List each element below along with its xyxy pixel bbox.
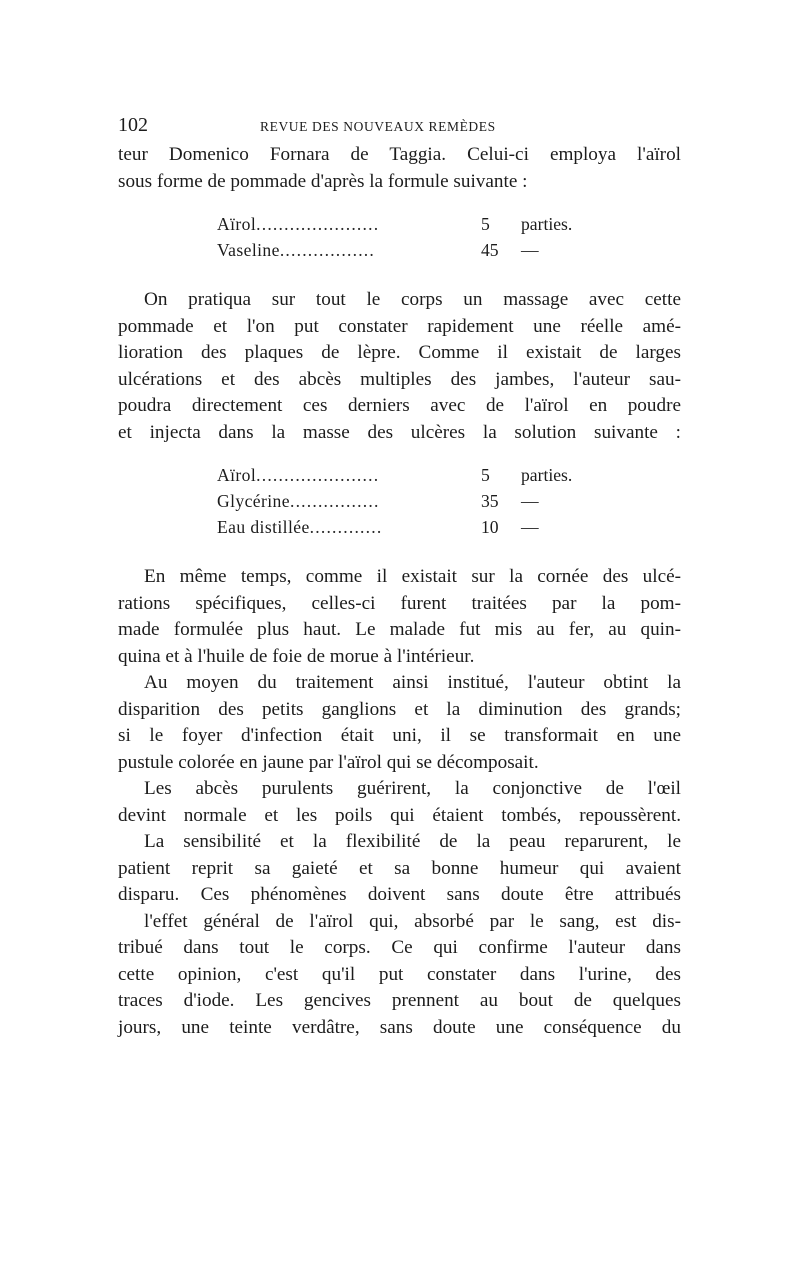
leader-dots: ...................... xyxy=(256,214,380,234)
text-line: devint normale et les poils qui étaient tombés, repoussèrent. xyxy=(118,804,681,826)
running-head xyxy=(118,110,681,142)
text-line: l'effet général de l'aïrol qui, absorbé par le sang, est dis- xyxy=(144,910,681,932)
text-line: sous forme de pommade d'après la formule suivante : xyxy=(118,170,528,192)
formula-row xyxy=(217,211,681,237)
ointment-formula xyxy=(217,211,681,263)
ingredient-quantity: 45 xyxy=(481,240,499,260)
text-line: ulcérations et des abcès multiples des jambes, l'auteur sau- xyxy=(118,368,681,390)
text-line: si le foyer d'infection était uni, il se transformait en une xyxy=(118,725,681,746)
text-line: rations spécifiques, celles-ci furent traitées par la pom- xyxy=(118,592,681,614)
ingredient-name: Aïrol xyxy=(217,214,257,234)
ingredient-unit: — xyxy=(521,240,539,260)
leader-dots: ................ xyxy=(289,491,380,511)
formula-row xyxy=(217,462,681,488)
leader-dots: ...................... xyxy=(256,465,380,485)
ingredient-unit: parties. xyxy=(521,465,573,485)
text-line: lioration des plaques de lèpre. Comme il existait de larges xyxy=(118,342,681,363)
ingredient-unit: parties. xyxy=(521,214,573,234)
text-line: tribué dans tout le corps. Ce qui confirme l'auteur dans xyxy=(118,937,681,958)
formula-row xyxy=(217,488,681,514)
text-line: pommade et l'on put constater rapidement une réelle amé- xyxy=(118,315,681,337)
text-line: cette opinion, c'est qu'il put constater dans l'urine, des xyxy=(118,963,681,985)
treatment-result-paragraph xyxy=(118,670,681,776)
ingredient-unit: — xyxy=(521,517,539,537)
text-line: patient reprit sa gaieté et sa bonne humeur qui avaient xyxy=(118,857,681,879)
page-number: 102 xyxy=(118,114,148,136)
formula-row xyxy=(217,237,681,263)
intro-paragraph xyxy=(118,142,681,195)
document-page xyxy=(118,110,681,1041)
solution-formula xyxy=(217,462,681,540)
text-line: La sensibilité et la flexibilité de la peau reparurent, le xyxy=(144,831,681,852)
text-line: disparition des petits ganglions et la diminution des grands; xyxy=(118,698,681,720)
text-line: poudra directement ces derniers avec de l'aïrol en poudre xyxy=(118,395,681,416)
ingredient-name: Aïrol xyxy=(217,465,257,485)
text-line: teur Domenico Fornara de Taggia. Celui-ci employa l'aïrol xyxy=(118,144,681,165)
ingredient-unit: — xyxy=(521,491,539,511)
text-line: En même temps, comme il existait sur la cornée des ulcé- xyxy=(144,566,681,587)
text-line: made formulée plus haut. Le malade fut mis au fer, au quin- xyxy=(118,619,681,640)
ingredient-quantity: 5 xyxy=(481,465,490,485)
text-line: disparu. Ces phénomènes doivent sans doute être attribués xyxy=(118,884,681,905)
massage-paragraph xyxy=(118,287,681,446)
text-line: Au moyen du traitement ainsi institué, l'auteur obtint la xyxy=(144,672,681,693)
leader-dots: ................. xyxy=(279,240,375,260)
running-title: REVUE DES NOUVEAUX REMÈDES xyxy=(260,119,496,134)
leader-dots: ............. xyxy=(309,517,383,537)
ingredient-quantity: 10 xyxy=(481,517,499,537)
ingredient-name: Glycérine xyxy=(217,491,290,511)
text-line: jours, une teinte verdâtre, sans doute une conséquence du xyxy=(118,1016,681,1038)
text-line: quina et à l'huile de foie de morue à l'intérieur. xyxy=(118,645,475,667)
text-line: pustule colorée en jaune par l'aïrol qui se décomposait. xyxy=(118,751,539,773)
text-line: et injecta dans la masse des ulcères la solution suivante : xyxy=(118,421,681,443)
ingredient-quantity: 5 xyxy=(481,214,490,234)
text-line: traces d'iode. Les gencives prennent au bout de quelques xyxy=(118,990,681,1011)
ingredient-name: Eau distillée xyxy=(217,517,310,537)
text-line: On pratiqua sur tout le corps un massage avec cette xyxy=(144,289,681,310)
ingredient-name: Vaseline xyxy=(217,240,280,260)
sensibility-paragraph xyxy=(118,829,681,1041)
formula-row xyxy=(217,514,681,540)
text-line: Les abcès purulents guérirent, la conjonctive de l'œil xyxy=(144,778,681,799)
ingredient-quantity: 35 xyxy=(481,491,499,511)
cornea-paragraph xyxy=(118,564,681,670)
abscess-paragraph xyxy=(118,776,681,829)
